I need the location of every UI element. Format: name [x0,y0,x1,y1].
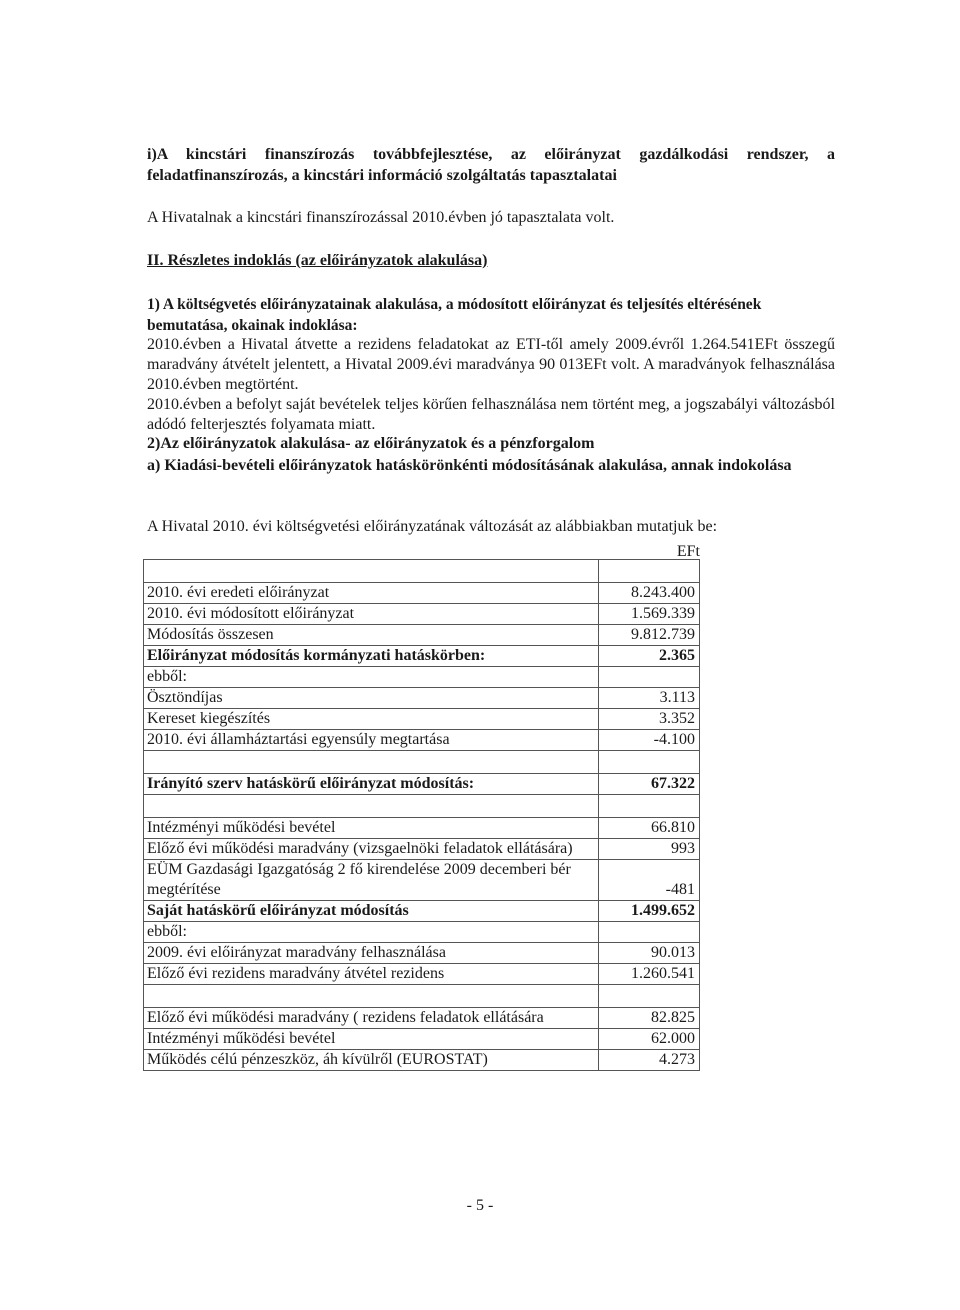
table-spacer-row [144,560,700,583]
row-value [599,751,700,774]
table-row [144,922,700,943]
table-row [144,1029,700,1050]
table-row [144,839,700,860]
table-spacer-row [144,985,700,1008]
row-label: ebből: [144,667,599,688]
row-label [144,751,599,774]
row-label: Módosítás összesen [144,625,599,646]
row-value: 3.113 [599,688,700,709]
paragraph-2: 2010.évben a befolyt saját bevételek teljes körűen felhasználása nem történt meg, a jogszabályi változásból adódó felterjesztés folyamata miatt. [147,396,835,433]
row-value [599,795,700,818]
unit-label: EFt [676,543,700,560]
row-value: 1.260.541 [599,964,700,985]
row-value [599,667,700,688]
row-label: Kereset kiegészítés [144,709,599,730]
row-value: 62.000 [599,1029,700,1050]
subsection-2-title: 2)Az előirányzatok alakulása- az előirányzatok és a pénzforgalom [147,435,595,452]
budget-table [143,559,700,1071]
row-value: 66.810 [599,818,700,839]
row-value: 90.013 [599,943,700,964]
table-row [144,860,700,901]
table-row [144,1050,700,1071]
row-value: 4.273 [599,1050,700,1071]
subsection-1-title: 1) A költségvetés előirányzatainak alakulása, a módosított előirányzat és teljesítés eltérésének bemutatása, okainak indoklása: [147,296,762,334]
heading-i: i)A kincstári finanszírozás továbbfejlesztése, az előirányzat gazdálkodási rendszer, a feladatfinanszírozás, a kincstári információ szolgáltatás tapasztalatai [147,146,835,184]
row-label: Intézményi működési bevétel [144,818,599,839]
table-spacer-row [144,795,700,818]
row-label [144,560,599,583]
row-value: -481 [599,860,700,901]
row-value: 2.365 [599,646,700,667]
table-intro: A Hivatal 2010. évi költségvetési előirányzatának változását az alábbiakban mutatjuk be: [147,518,718,535]
row-label: 2010. évi államháztartási egyensúly megtartása [144,730,599,751]
row-label: Működés célú pénzeszköz, áh kívülről (EUROSTAT) [144,1050,599,1071]
subsection-2a-title: a) Kiadási-bevételi előirányzatok hatáskörönkénti módosításának alakulása, annak indokolása [147,457,792,474]
row-label: 2009. évi előirányzat maradvány felhasználása [144,943,599,964]
table-row [144,583,700,604]
row-label: Ösztöndíjas [144,688,599,709]
row-label: 2010. évi eredeti előirányzat [144,583,599,604]
row-label [144,985,599,1008]
row-value: 67.322 [599,774,700,795]
table-row [144,709,700,730]
row-label: 2010. évi módosított előirányzat [144,604,599,625]
row-label: Intézményi működési bevétel [144,1029,599,1050]
row-value: 1.499.652 [599,901,700,922]
row-value [599,985,700,1008]
table-row [144,1008,700,1029]
table-row [144,730,700,751]
row-label: EÜM Gazdasági Igazgatóság 2 fő kirendelése 2009 decemberi bér megtérítése [144,860,599,901]
row-value [599,560,700,583]
row-label: Saját hatáskörű előirányzat módosítás [144,901,599,922]
row-label: Irányító szerv hatáskörű előirányzat módosítás: [144,774,599,795]
row-value: 1.569.339 [599,604,700,625]
section-ii-title: II. Részletes indoklás (az előirányzatok alakulása) [147,252,488,269]
table-row [144,774,700,795]
paragraph-1: 2010.évben a Hivatal átvette a rezidens feladatokat az ETI-től amely 2009.évről 1.264.541EFt összegű maradvány átvételt jelentett, a Hivatal 2009.évi maradványa 90 013EFt volt. A maradványok felhasználása 2010.évben megtörtént. [147,336,835,393]
row-value: 82.825 [599,1008,700,1029]
table-row [144,667,700,688]
row-label: ebből: [144,922,599,943]
table-row [144,646,700,667]
page-number: - 5 - [466,1197,494,1214]
table-row [144,818,700,839]
table-row [144,604,700,625]
intro-line: A Hivatalnak a kincstári finanszírozással 2010.évben jó tapasztalata volt. [147,209,615,226]
row-label: Előző évi működési maradvány (vizsgaelnöki feladatok ellátására) [144,839,599,860]
row-value: 993 [599,839,700,860]
row-label [144,795,599,818]
row-value: 3.352 [599,709,700,730]
row-value: 9.812.739 [599,625,700,646]
row-value: 8.243.400 [599,583,700,604]
row-label: Előző évi rezidens maradvány átvétel rezidens [144,964,599,985]
row-label: Előirányzat módosítás kormányzati hatáskörben: [144,646,599,667]
row-value [599,922,700,943]
table-row [144,943,700,964]
table-row [144,625,700,646]
table-row [144,964,700,985]
table-row [144,901,700,922]
table-row [144,688,700,709]
table-spacer-row [144,751,700,774]
row-value: -4.100 [599,730,700,751]
row-label: Előző évi működési maradvány ( rezidens feladatok ellátására [144,1008,599,1029]
